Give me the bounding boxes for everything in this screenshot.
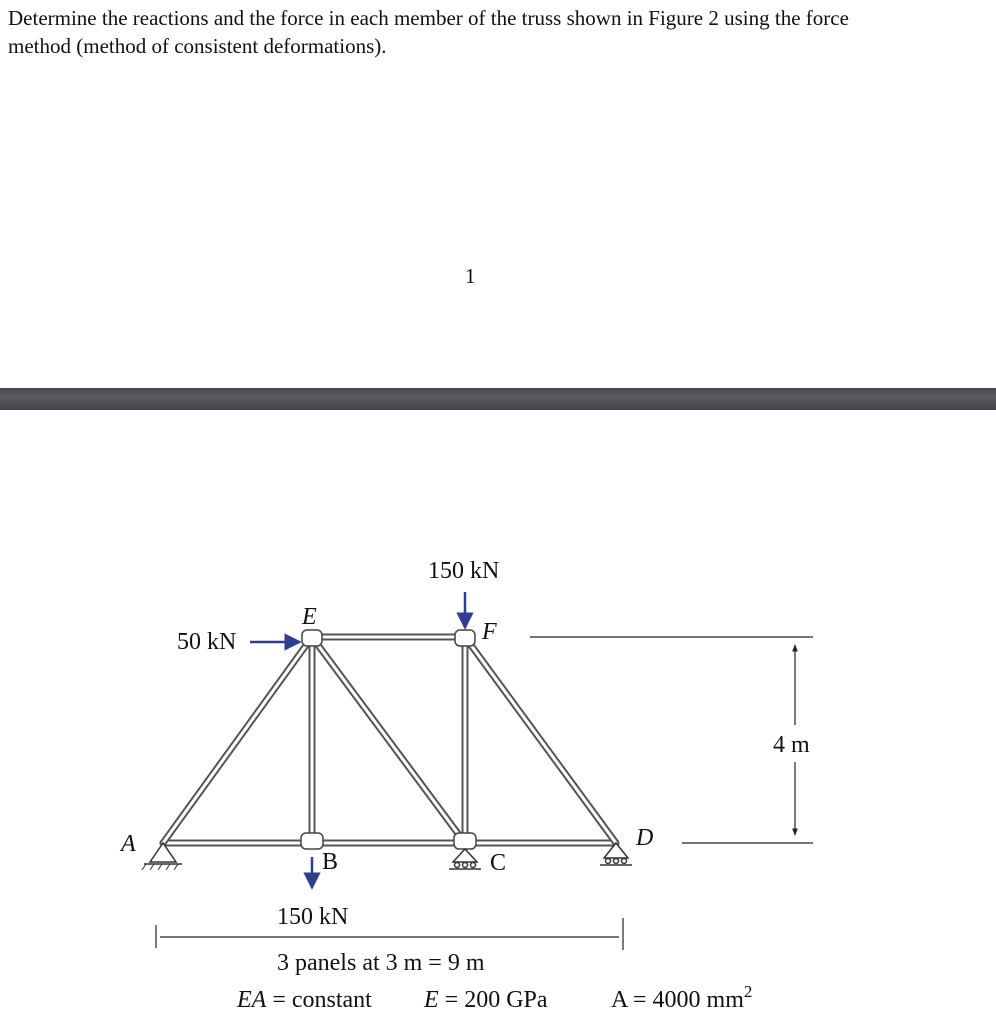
load-label-150kN-F: 150 kN	[428, 558, 500, 584]
support-C-roller	[449, 849, 481, 869]
problem-statement: Determine the reactions and the force in each member of the truss shown in Figure 2 using the force method (method of consistent deformations).	[8, 6, 849, 58]
member-FD	[465, 637, 616, 843]
gusset-E	[302, 630, 322, 646]
support-A-pin	[142, 843, 182, 870]
span-label: 3 panels at 3 m = 9 m	[277, 950, 485, 976]
node-label-E: E	[302, 604, 317, 630]
gusset-C	[454, 833, 476, 849]
page-number: 1	[465, 264, 476, 288]
member-AE	[163, 637, 312, 843]
truss-figure	[0, 410, 996, 1024]
node-label-B: B	[322, 849, 339, 875]
gusset-B	[301, 833, 323, 849]
span-dimension	[156, 918, 623, 950]
member-EC	[312, 637, 465, 843]
node-label-A: A	[121, 831, 136, 857]
ea-constant-label: EA = constant	[237, 987, 372, 1013]
area-label: A = 4000 $mm^2$	[611, 982, 753, 1013]
node-label-C: C	[490, 850, 507, 876]
modulus-label: E = 200 GPa	[424, 987, 548, 1013]
gusset-F	[455, 630, 475, 646]
load-label-50kN: 50 kN	[177, 629, 237, 655]
page-break-divider	[0, 388, 996, 410]
node-label-D: D	[636, 825, 654, 851]
node-label-F: F	[482, 619, 497, 645]
load-label-150kN-B: 150 kN	[277, 904, 349, 930]
height-label: 4 m	[773, 732, 810, 758]
truss-members	[163, 637, 616, 843]
height-dimension	[530, 637, 813, 843]
